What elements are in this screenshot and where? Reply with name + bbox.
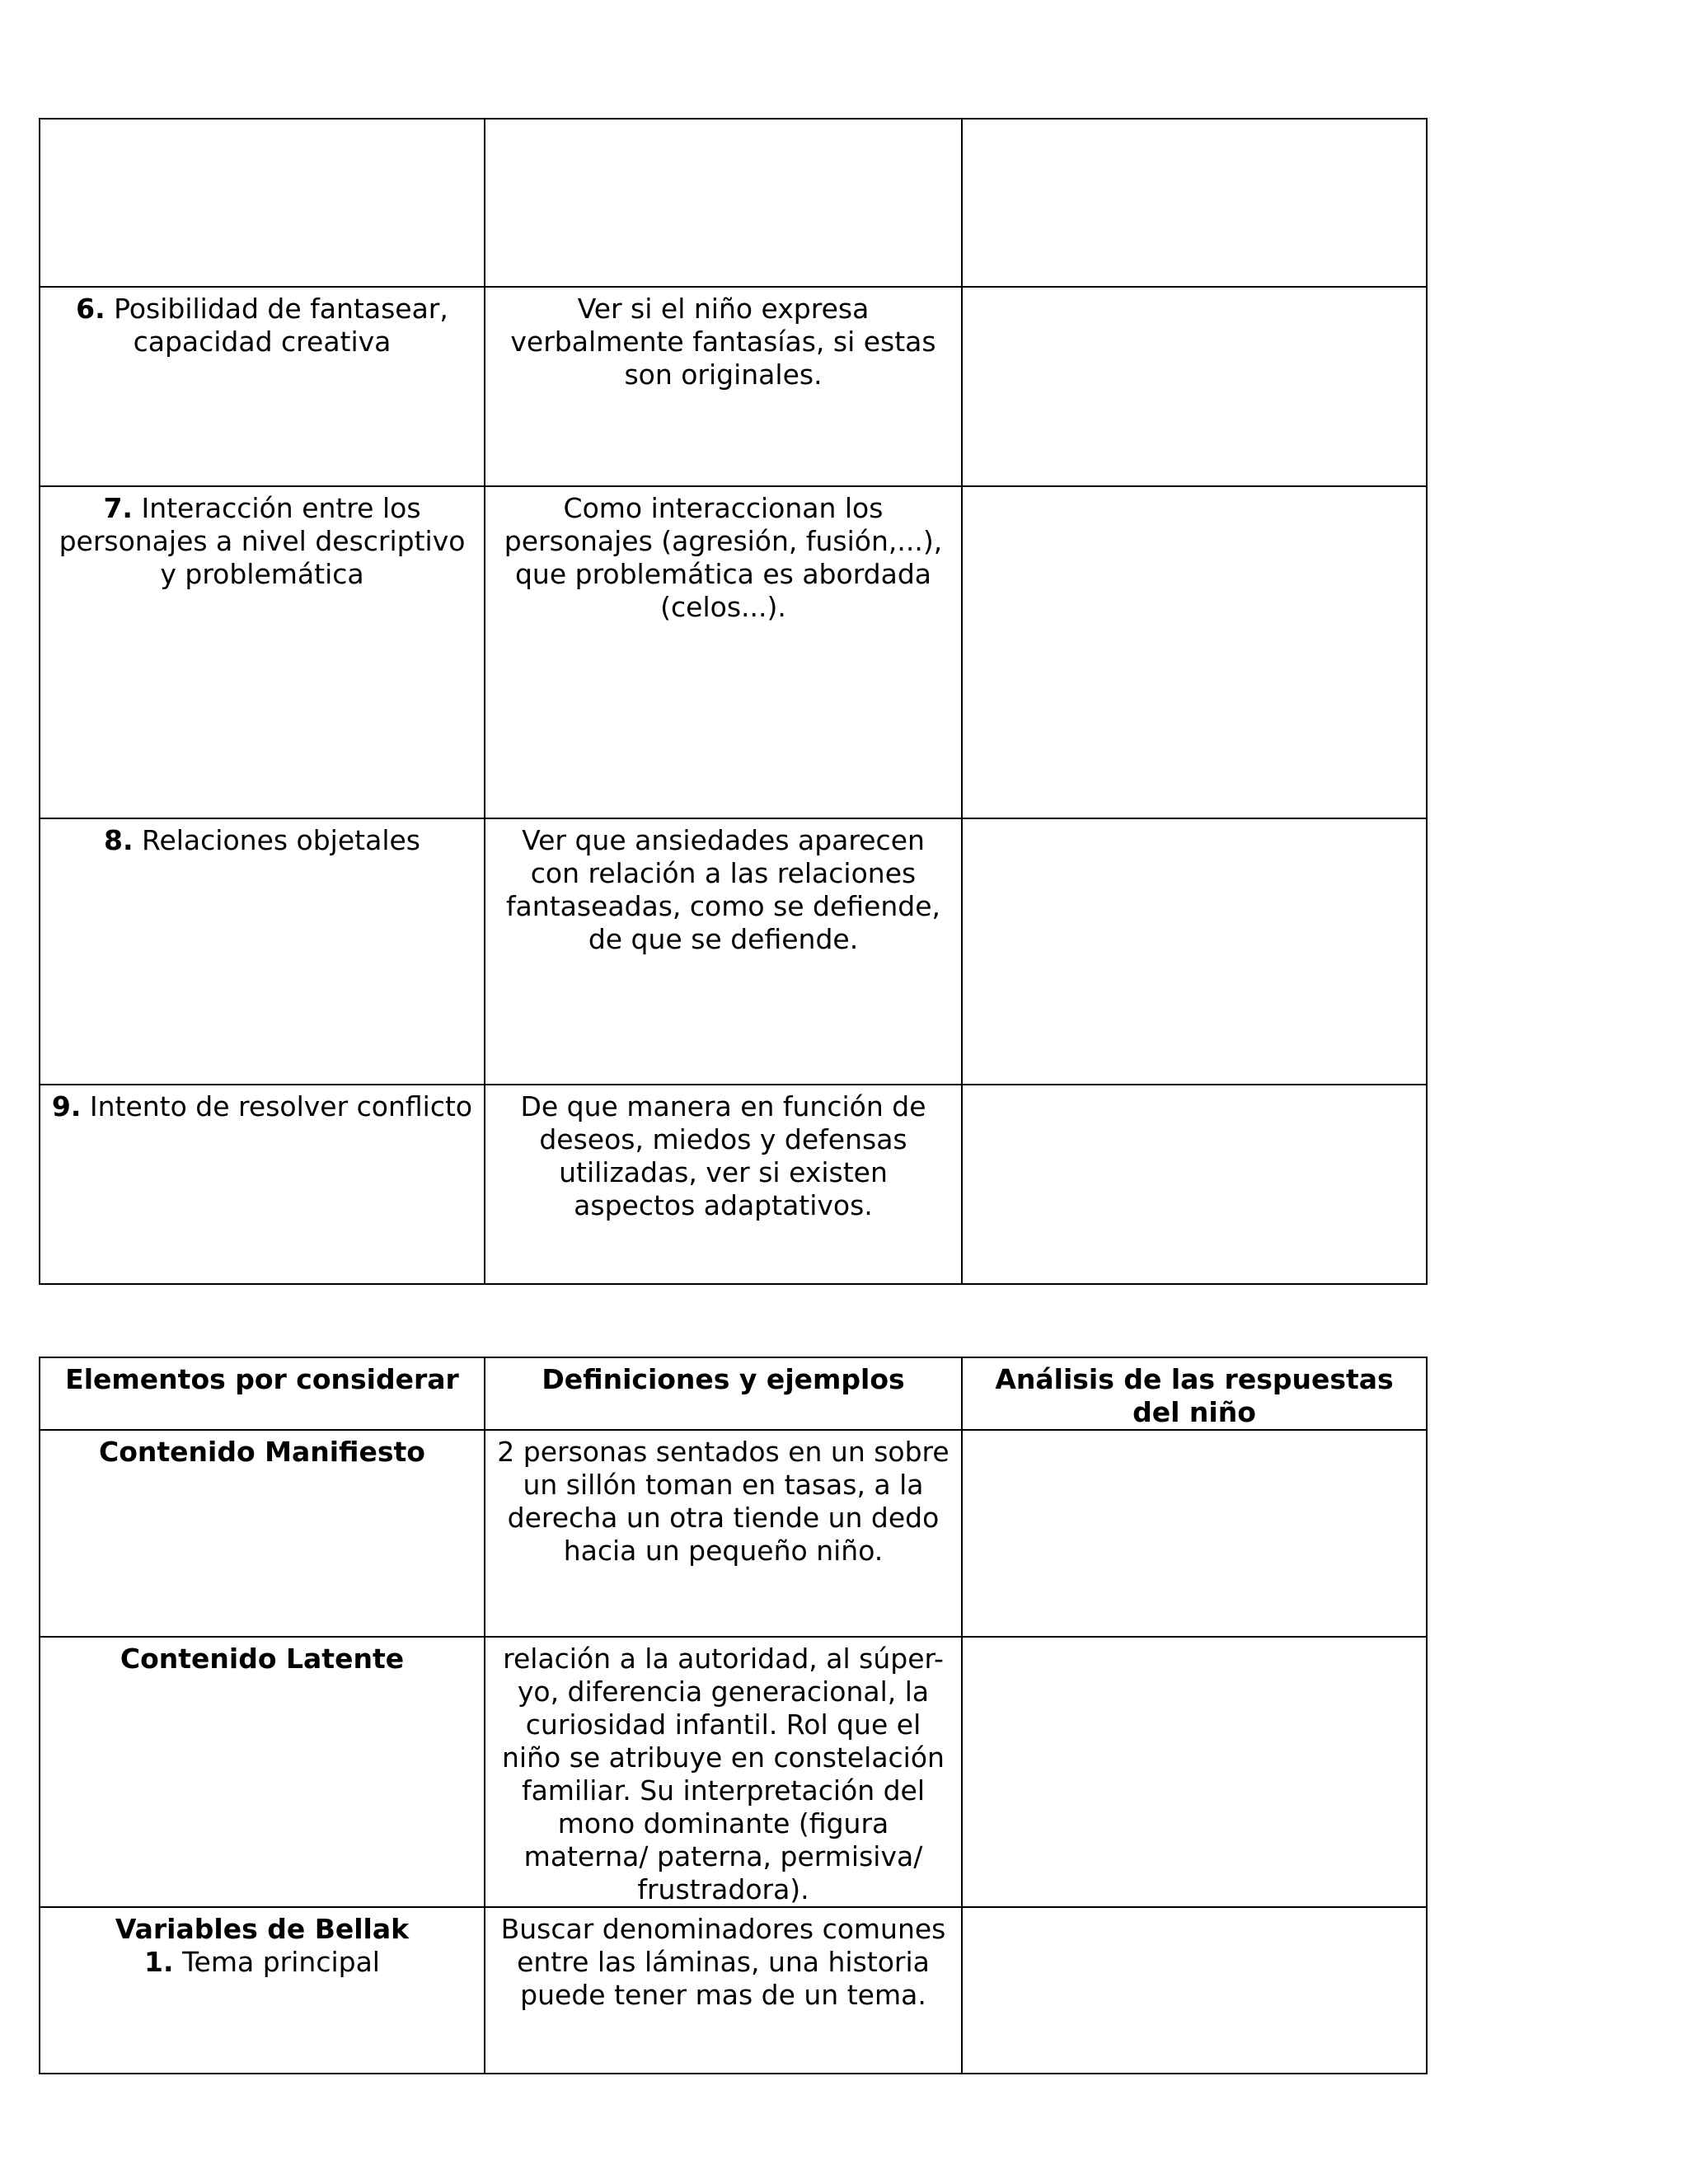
item-number: 7. (103, 492, 133, 524)
analysis-cell (962, 1430, 1427, 1637)
analysis-cell (962, 1637, 1427, 1907)
analysis-cell (962, 486, 1427, 818)
element-cell: Contenido Latente (40, 1637, 485, 1907)
item-label: Interacción entre los personajes a nivel descriptivo y problemática (59, 492, 466, 590)
definition-cell (485, 119, 962, 287)
definition-cell: Ver que ansiedades aparecen con relación a las relaciones fantaseadas, como se defiende, de que se defiende. (485, 818, 962, 1085)
evaluation-table (39, 1357, 1428, 2074)
item-number: 8. (104, 824, 134, 856)
element-cell (40, 1907, 485, 2074)
definition-cell: De que manera en función de deseos, miedos y defensas utilizadas, ver si existen aspectos adaptativos. (485, 1085, 962, 1284)
item-number: 9. (51, 1090, 82, 1122)
column-header-elements: Elementos por considerar (40, 1357, 485, 1430)
definition-cell: Ver si el niño expresa verbalmente fantasías, si estas son originales. (485, 287, 962, 486)
table-row (40, 1637, 1427, 1907)
item-label: Posibilidad de fantasear, capacidad creativa (105, 293, 448, 358)
element-cell (40, 486, 485, 818)
table-row (40, 818, 1427, 1085)
analysis-cell (962, 287, 1427, 486)
item-number: 1. (144, 1946, 174, 1978)
table-row (40, 119, 1427, 287)
definition-cell: Buscar denominadores comunes entre las láminas, una historia puede tener mas de un tema. (485, 1907, 962, 2074)
table-row (40, 1907, 1427, 2074)
definition-cell: 2 personas sentados en un sobre un sillón toman en tasas, a la derecha un otra tiende un dedo hacia un pequeño niño. (485, 1430, 962, 1637)
item-label: Tema principal (173, 1946, 380, 1978)
analysis-cell (962, 119, 1427, 287)
element-cell (40, 287, 485, 486)
table-row (40, 1085, 1427, 1284)
item-number: 6. (76, 293, 106, 325)
analysis-cell (962, 818, 1427, 1085)
element-cell (40, 1085, 485, 1284)
bellak-heading: Variables de Bellak (115, 1913, 410, 1945)
analysis-cell (962, 1085, 1427, 1284)
table-header-row (40, 1357, 1427, 1430)
table-row (40, 486, 1427, 818)
column-header-analysis: Análisis de las respuestas del niño (962, 1357, 1427, 1430)
item-label: Relaciones objetales (133, 824, 420, 856)
element-cell (40, 818, 485, 1085)
element-cell (40, 119, 485, 287)
evaluation-table-continued (39, 118, 1428, 1285)
definition-cell: relación a la autoridad, al súper-yo, diferencia generacional, la curiosidad infantil. Rol que el niño se atribuye en constelación familiar. Su interpretación del mono dominante (figura materna/ paterna, permisiva/ frustradora). (485, 1637, 962, 1907)
column-header-definitions: Definiciones y ejemplos (485, 1357, 962, 1430)
table-row (40, 287, 1427, 486)
analysis-cell (962, 1907, 1427, 2074)
definition-cell: Como interaccionan los personajes (agresión, fusión,...), que problemática es abordada (celos...). (485, 486, 962, 818)
table-row (40, 1430, 1427, 1637)
item-label: Intento de resolver conflicto (81, 1090, 473, 1122)
element-cell: Contenido Manifiesto (40, 1430, 485, 1637)
